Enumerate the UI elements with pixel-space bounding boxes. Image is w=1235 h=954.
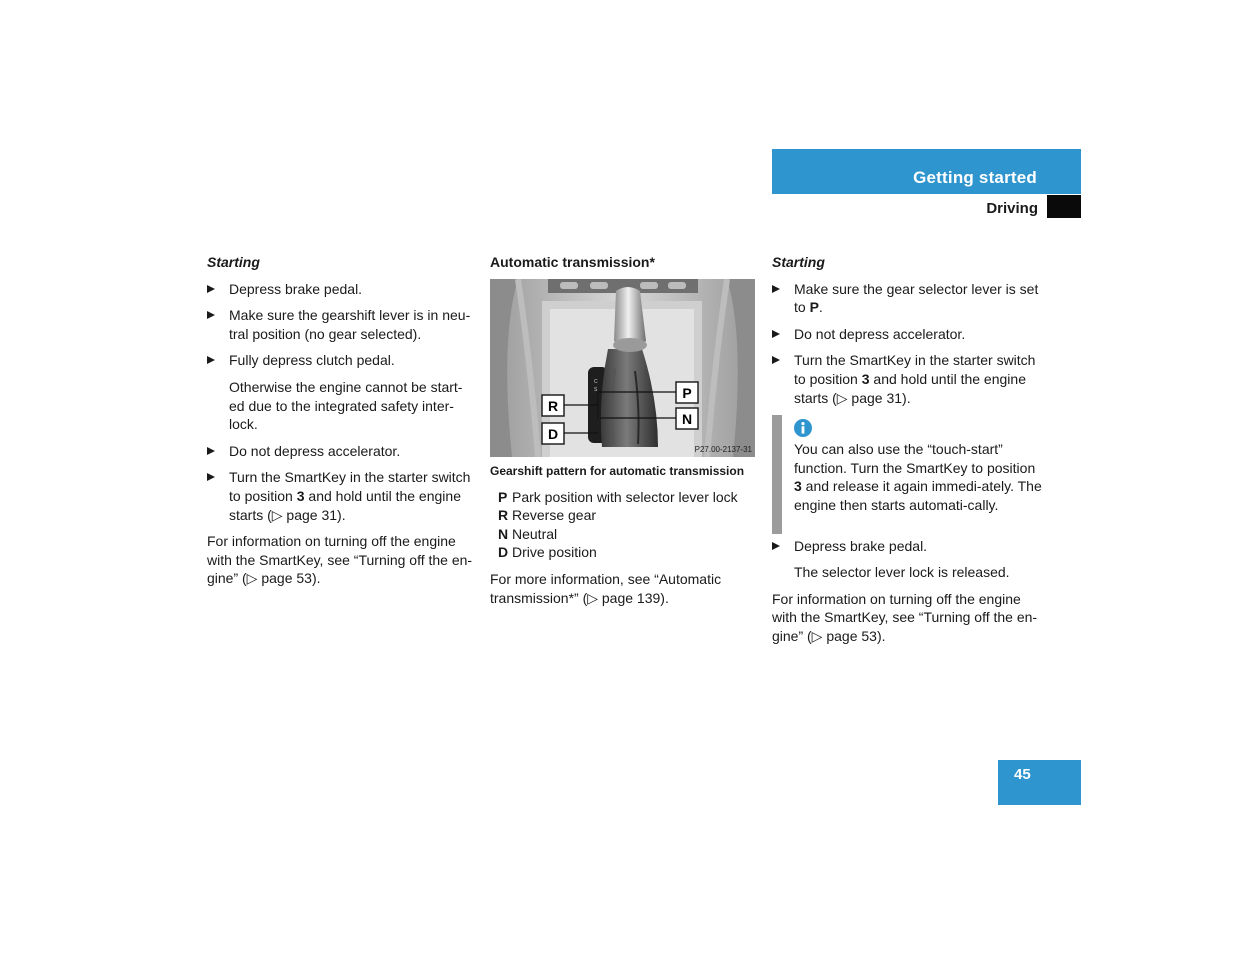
bullet-arrow-icon (207, 473, 215, 481)
gear-label-p: P (682, 384, 692, 401)
starting-heading: Starting (207, 254, 260, 270)
figure-caption: Gearshift pattern for automatic transmission (490, 463, 745, 478)
page-number: 45 (1014, 766, 1031, 783)
step-item: Turn the SmartKey in the starter switch to position 3 and hold until the engine starts (▷ page 31). (207, 468, 475, 524)
step-item: Depress brake pedal. (207, 280, 475, 299)
section-marker (1047, 195, 1081, 218)
bullet-arrow-icon (772, 542, 780, 550)
automatic-transmission-heading: Automatic transmission* (490, 254, 655, 270)
bullet-arrow-icon (772, 285, 780, 293)
bullet-arrow-icon (207, 311, 215, 319)
bullet-arrow-icon (772, 356, 780, 364)
column-automatic-starting (772, 253, 1042, 654)
info-bar (772, 415, 782, 534)
svg-text:C: C (594, 378, 598, 385)
column-automatic-transmission (490, 253, 758, 615)
gear-label-n: N (681, 410, 693, 427)
chapter-header-bar (772, 149, 1081, 194)
page-number-box (998, 760, 1081, 805)
step-item: Make sure the gear selector lever is set to P. (772, 280, 1042, 317)
step-note: The selector lever lock is released. (794, 564, 1010, 581)
info-text: You can also use the “touch-start” function. Turn the SmartKey to position 3 and release it again immedi-ately. The engine then starts automati-cally. (794, 441, 1042, 513)
step-item: Do not depress accelerator. (772, 325, 1042, 344)
info-paragraph: For information on turning off the engine with the SmartKey, see “Turning off the en-gine” (▷ page 53). (772, 590, 1038, 644)
list-item: P Park position with selector lever lock (498, 488, 738, 505)
gearshift-illustration (490, 279, 755, 457)
step-item: Make sure the gearshift lever is in neu-tral position (no gear selected). (207, 306, 475, 343)
starting-heading: Starting (772, 254, 825, 270)
section-title: Driving (986, 200, 1038, 217)
list-item: R Reverse gear (498, 507, 597, 524)
list-item: D Drive position (498, 544, 597, 561)
info-paragraph: For more information, see “Automatic transmission*” (▷ page 139). (490, 570, 722, 606)
column-manual-transmission (207, 253, 475, 596)
figure-code: P27.00-2137-31 (694, 444, 752, 454)
step-item: Fully depress clutch pedal. (207, 351, 475, 370)
gear-label-r: R (547, 397, 559, 414)
bullet-arrow-icon (207, 356, 215, 364)
gear-label-d: D (547, 425, 559, 442)
svg-text:S: S (594, 386, 598, 393)
step-item: Depress brake pedal. (772, 537, 1042, 556)
list-item: N Neutral (498, 525, 558, 542)
info-note (772, 415, 1042, 518)
info-icon (794, 419, 812, 437)
gearshift-figure (490, 279, 755, 457)
chapter-title: Getting started (913, 168, 1037, 187)
gear-position-list (498, 488, 758, 562)
bullet-arrow-icon (772, 330, 780, 338)
step-item: Turn the SmartKey in the starter switch to position 3 and hold until the engine starts (▷ page 31). (772, 351, 1042, 407)
info-paragraph: For information on turning off the engine with the SmartKey, see “Turning off the en-gine” (▷ page 53). (207, 533, 473, 587)
bullet-arrow-icon (207, 447, 215, 455)
step-note: Otherwise the engine cannot be start-ed due to the integrated safety inter-lock. (229, 378, 463, 433)
step-item: Do not depress accelerator. (207, 442, 475, 461)
bullet-arrow-icon (207, 285, 215, 293)
